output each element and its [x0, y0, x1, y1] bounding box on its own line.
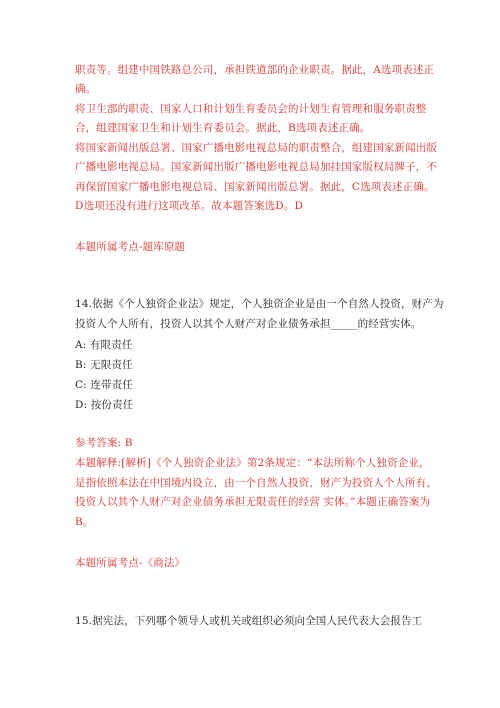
prev-explanation-line: 合，组建国家卫生和计划生育委员会。据此，B选项表述正确。: [75, 122, 371, 134]
prev-topic-tag: 本题所属考点-题库原题: [75, 241, 186, 253]
q14-option-a: A: 有限责任: [75, 339, 133, 351]
prev-explanation-line: 确。: [75, 83, 97, 95]
q14-explanation-line: 本题解释:[解析]《个人独资企业法》第2条规定：“本法所称个人独资企业，: [75, 457, 430, 469]
q14-explanation-line: 投资人以其个人财产对企业债务承担无限责任的经营 实体。”本题正确答案为: [75, 496, 431, 508]
prev-explanation-line: 再保留国家广播电影电视总局、国家新闻出版总署。据此，C选项表述正确。: [75, 181, 435, 193]
q14-option-b: B: 无限责任: [75, 359, 133, 371]
prev-explanation-line: 将国家新闻出版总署、国家广播电影电视总局的职责整合，组建国家新闻出版: [75, 142, 438, 154]
q14-answer: 参考答案: B: [75, 437, 133, 449]
q14-option-c: C: 连带责任: [75, 379, 133, 391]
q14-explanation-line: 是指依照本法在中国境内设立，由一个自然人投资，财产为投资人个人所有，: [75, 477, 438, 489]
prev-explanation-line: 广播电影电视总局。国家新闻出版广播电影电视总局加挂国家版权局牌子，不: [75, 161, 438, 173]
q14-topic-tag: 本题所属考点-《商法》: [75, 557, 186, 569]
prev-explanation-line: 职责等。组建中国铁路总公司，承担铁道部的企业职责。据此，A选项表述正: [75, 64, 435, 76]
q14-stem-line: 投资人个人所有，投资人以其个人财产对企业债务承担_____的经营实体。: [75, 318, 422, 330]
q14-option-d: D: 按份责任: [75, 399, 134, 411]
prev-explanation-line: 将卫生部的职责、国家人口和计划生育委员会的计划生育管理和服务职责整: [75, 103, 427, 115]
q14-explanation-line: B。: [75, 516, 94, 528]
prev-explanation-line: D选项还没有进行这项改革。故本题答案选D。D: [75, 200, 304, 212]
q15-stem-line: 15.据宪法，下列哪个领导人或机关或组织必须向全国人民代表大会报告工: [75, 615, 423, 627]
q14-stem-line: 14.依据《个人独资企业法》规定，个人独资企业是由一个自然人投资，财产为: [75, 298, 444, 310]
